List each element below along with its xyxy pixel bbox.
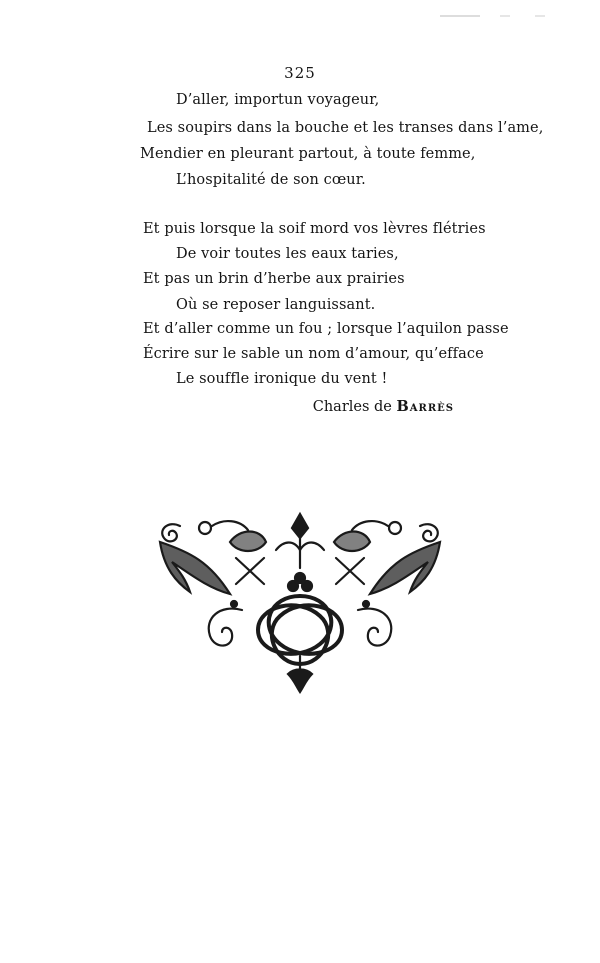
signature xyxy=(313,398,454,415)
poem-line: D’aller, importun voyageur, xyxy=(176,92,380,108)
poem-line: Les soupirs dans la bouche et les transes dans l’ame, xyxy=(147,120,544,136)
signature-surname: Barrès xyxy=(396,398,454,415)
poem-line: L’hospitalité de son cœur. xyxy=(176,172,366,188)
poem-line: Et puis lorsque la soif mord vos lèvres flétries xyxy=(143,221,486,237)
poem-line: Où se reposer languissant. xyxy=(176,297,376,313)
poem-line: Mendier en pleurant partout, à toute femme, xyxy=(140,146,476,162)
signature-given-name: Charles de xyxy=(312,399,392,415)
poem-line: Écrire sur le sable un nom d’amour, qu’efface xyxy=(143,346,484,362)
poem-line: Le souffle ironique du vent ! xyxy=(176,371,388,387)
poem-line: Et d’aller comme un fou ; lorsque l’aquilon passe xyxy=(143,321,509,337)
decorative-tailpiece-icon xyxy=(150,506,450,696)
poem-line: De voir toutes les eaux taries, xyxy=(176,246,399,262)
page-number: 325 xyxy=(284,64,316,82)
poem-line: Et pas un brin d’herbe aux prairies xyxy=(143,271,405,287)
scan-edge-mark xyxy=(440,2,560,4)
